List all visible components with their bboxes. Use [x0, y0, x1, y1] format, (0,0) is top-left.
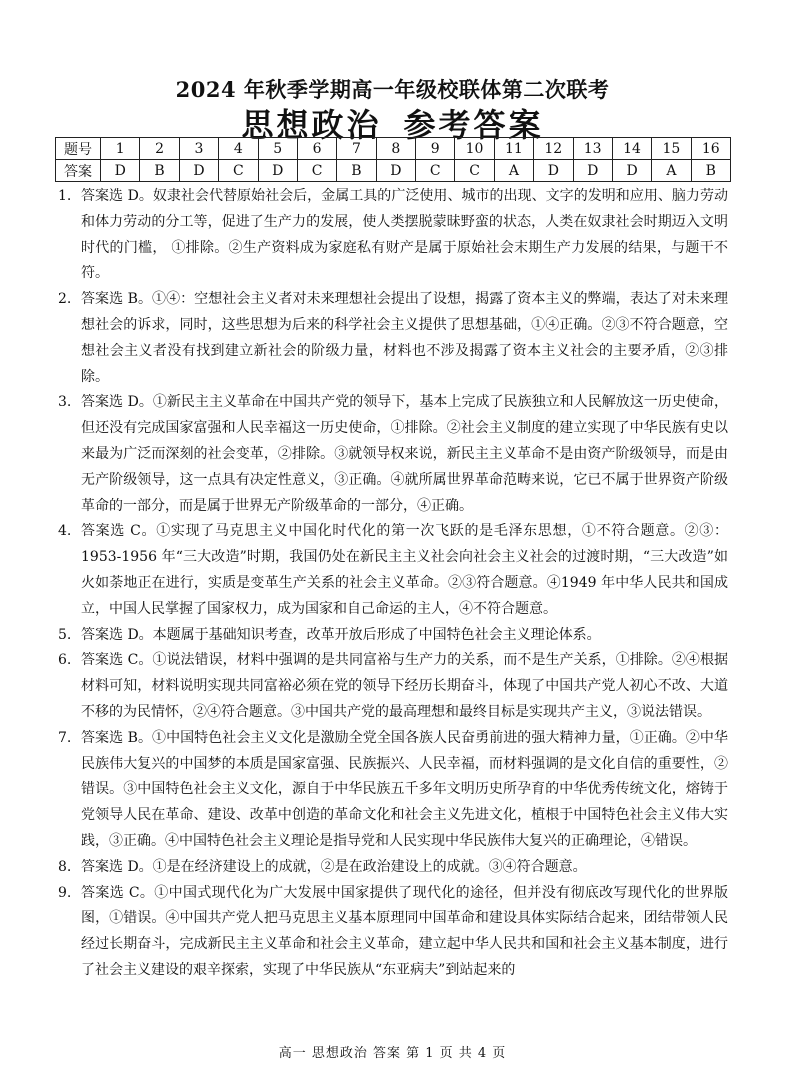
explanation-item — [58, 855, 728, 881]
question-number: 8. — [58, 858, 72, 875]
explanation-text: 答案选 D。①新民主主义革命在中国共产党的领导下，基本上完成了民族独立和人民解放这一历史使命，但还没有完成国家富强和人民幸福这一历史使命，①排除。②社会主义制度的建立实现了中华民族有史以来最为广泛而深刻的社会变革，②排除。③就领导权来说，新民主主义革命不是由资产阶级领导，而是由无产阶级领导，这一点具有决定性意义，③正确。④就所属世界革命范畴来说，它已不属于世界资产阶级革命的一部分，而是属于世界无产阶级革命的一部分，④正确。 — [81, 394, 728, 514]
answer-cell: B — [691, 160, 730, 182]
explanation-text: 答案选 C。①说法错误，材料中强调的是共同富裕与生产力的关系，而不是生产关系，①排除。②④根据材料可知，材料说明实现共同富裕必须在党的领导下经历长期奋斗，体现了中国共产党人初心不改、大道不移的为民情怀，②④符合题意。③中国共产党的最高理想和最终目标是实现共产主义，③说法错误。 — [81, 652, 728, 720]
question-number: 7. — [58, 729, 72, 746]
page-footer: 高一 思想政治 答案 第 1 页 共 4 页 — [278, 1046, 507, 1061]
question-number-cell: 2 — [140, 138, 179, 160]
answer-cell: D — [179, 160, 218, 182]
question-number-cell: 16 — [691, 138, 730, 160]
answer-cell: B — [337, 160, 376, 182]
question-number-cell: 7 — [337, 138, 376, 160]
answer-explanations — [58, 184, 728, 984]
answer-table — [55, 137, 731, 182]
row-label-answer: 答案 — [56, 160, 101, 182]
question-number: 2. — [58, 291, 72, 308]
answer-cell: A — [494, 160, 533, 182]
answer-cell: C — [455, 160, 494, 182]
question-number-row — [56, 138, 731, 160]
question-number-cell: 10 — [455, 138, 494, 160]
question-number-cell: 3 — [179, 138, 218, 160]
explanation-item — [58, 390, 728, 519]
question-number: 5. — [58, 626, 72, 643]
question-number-cell: 12 — [534, 138, 573, 160]
question-number-cell: 13 — [573, 138, 612, 160]
explanation-item — [58, 726, 728, 855]
question-number-cell: 14 — [612, 138, 651, 160]
explanation-text: 答案选 D。本题属于基础知识考查，改革开放后形成了中国特色社会主义理论体系。 — [81, 626, 601, 643]
answer-cell: A — [652, 160, 691, 182]
question-number: 1. — [58, 188, 72, 204]
explanation-text: 答案选 B。①④：空想社会主义者对未来理想社会提出了设想，揭露了资本主义的弊端，表达了对未来理想社会的诉求，同时，这些思想为后来的科学社会主义提供了思想基础，①④正确。②③不符合题意，空想社会主义者没有找到建立新社会的阶级力量，材料也不涉及揭露了资本主义社会的主要矛盾，②③排除。 — [81, 291, 728, 385]
explanation-text: 答案选 D。①是在经济建设上的成就，②是在政治建设上的成就。③④符合题意。 — [81, 858, 587, 875]
answer-cell: D — [573, 160, 612, 182]
row-label-question: 题号 — [56, 138, 101, 160]
answer-key-label: 参考答案 — [403, 106, 544, 144]
question-number: 3. — [58, 394, 72, 411]
question-number: 9. — [58, 884, 72, 901]
question-number-cell: 5 — [258, 138, 297, 160]
answer-cell: D — [612, 160, 651, 182]
question-number-cell: 1 — [101, 138, 140, 160]
explanation-item — [58, 519, 728, 622]
answer-cell: D — [101, 160, 140, 182]
answer-cell: D — [376, 160, 415, 182]
subject-name: 思想政治 — [241, 106, 382, 144]
exam-title: 2024 年秋季学期高一年级校联体第二次联考 — [175, 77, 610, 102]
answer-cell: C — [219, 160, 258, 182]
explanation-item — [58, 881, 728, 984]
question-number: 4. — [58, 523, 72, 540]
explanation-text: 答案选 D。奴隶社会代替原始社会后，金属工具的广泛使用、城市的出现、文字的发明和应用、脑力劳动和体力劳动的分工等，促进了生产力的发展，使人类摆脱蒙昧野蛮的状态，人类在奴隶社会时期迈入文明时代的门槛， ①排除。②生产资料成为家庭私有财产是属于原始社会末期生产力发展的结果，与题干不符。 — [81, 188, 728, 282]
question-number-cell: 6 — [297, 138, 336, 160]
question-number: 6. — [58, 652, 72, 669]
explanation-item — [58, 287, 728, 390]
explanation-item — [58, 623, 728, 649]
question-number-cell: 8 — [376, 138, 415, 160]
question-number-cell: 9 — [416, 138, 455, 160]
answer-cell: B — [140, 160, 179, 182]
explanation-text: 答案选 B。①中国特色社会主义文化是激励全党全国各族人民奋勇前进的强大精神力量，①正确。②中华民族伟大复兴的中国梦的本质是国家富强、民族振兴、人民幸福，而材料强调的是文化自信的重要性，②错误。③中国特色社会主义文化，源自于中华民族五千多年文明历史所孕育的中华优秀传统文化，熔铸于党领导人民在革命、建设、改革中创造的革命文化和社会主义先进文化，植根于中国特色社会主义伟大实践，③正确。④中国特色社会主义理论是指导党和人民实现中华民族伟大复兴的正确理论，④错误。 — [81, 729, 728, 849]
explanation-item — [58, 648, 728, 725]
answer-row — [56, 160, 731, 182]
answer-cell: C — [297, 160, 336, 182]
question-number-cell: 11 — [494, 138, 533, 160]
answer-cell: D — [534, 160, 573, 182]
question-number-cell: 15 — [652, 138, 691, 160]
explanation-text: 答案选 C。①中国式现代化为广大发展中国家提供了现代化的途径，但并没有彻底改写现代化的世界版图，①错误。④中国共产党人把马克思主义基本原理同中国革命和建设具体实际结合起来，团结带领人民经过长期奋斗，完成新民主主义革命和社会主义革命，建立起中华人民共和国和社会主义基本制度，进行了社会主义建设的艰辛探索，实现了中华民族从“东亚病夫”到站起来的 — [81, 884, 728, 978]
explanation-text: 答案选 C。①实现了马克思主义中国化时代化的第一次飞跃的是毛泽东思想，①不符合题意。②③：1953-1956 年“三大改造”时期，我国仍处在新民主主义社会向社会主义社会的过渡时期，“三大改造”如火如荼地正在进行，实质是变革生产关系的社会主义革命。②③符合题意。④1949 年中华人民共和国成立，中国人民掌握了国家权力，成为国家和自己命运的主人，④不符合题意。 — [81, 523, 728, 617]
answer-cell: D — [258, 160, 297, 182]
answer-cell: C — [416, 160, 455, 182]
explanation-item — [58, 184, 728, 287]
question-number-cell: 4 — [219, 138, 258, 160]
